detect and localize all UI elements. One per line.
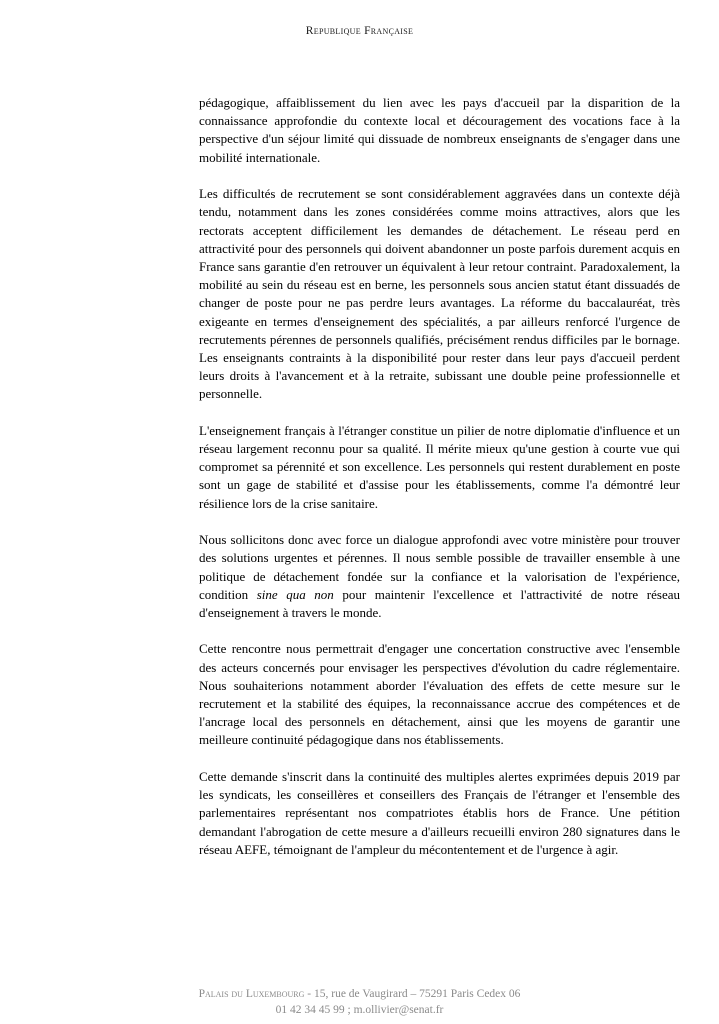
footer-place: Palais du Luxembourg xyxy=(198,988,305,1000)
footer-address: - 15, rue de Vaugirard – 75291 Paris Cedex 06 xyxy=(304,988,521,1000)
footer-address-line xyxy=(0,986,719,1002)
page-header xyxy=(0,25,719,37)
paragraph-4-end: pour maintenir l'excellence et l'attractivité de notre réseau d'enseignement à travers le monde. xyxy=(199,586,680,620)
paragraph-6: Cette demande s'inscrit dans la continuité des multiples alertes exprimées depuis 2019 par les syndicats, les conseillères et conseillers des Français de l'étranger et l'ensemble des parlementaires représentant nos compatriotes établis hors de France. Une pétition demandant l'abrogation de cette mesure a d'ailleurs recueilli environ 280 signatures dans le réseau AEFE, témoignant de l'ampleur du mécontentement et de l'urgence à agir. xyxy=(199,768,680,857)
page-footer xyxy=(0,986,719,1018)
header-title: Republique Française xyxy=(305,25,414,37)
paragraph-3: L'enseignement français à l'étranger constitue un pilier de notre diplomatie d'influence et un réseau largement reconnu pour sa qualité. Il mérite mieux qu'une gestion à courte vue qui compromet sa pérennité et son excellence. Les personnels qui restent durablement en poste sont un gage de stabilité et d'assise pour les établissements, comme l'a démontré leur résilience lors de la crise sanitaire. xyxy=(199,422,680,511)
paragraph-5: Cette rencontre nous permettrait d'engager une concertation constructive avec l'ensemble des acteurs concernés pour envisager les perspectives d'évolution du cadre réglementaire. Nous souhaiterions notamment aborder l'évaluation des effets de cette mesure sur le recrutement et la stabilité des équipes, la reconnaissance accrue des compétences et de l'ancrage local des personnels en détachement, ainsi que les moyens de garantir une meilleure continuité pédagogique dans nos établissements. xyxy=(199,641,680,748)
paragraph-4-start: Nous sollicitons donc avec force un dialogue approfondi avec votre ministère pour trouver des solutions urgentes et pérennes. Il nous semble possible de travailler ensemble à une politique de détachement fondée sur la confiance et la valorisation de l'expérience, condition xyxy=(199,532,680,602)
paragraph-1: pédagogique, affaiblissement du lien avec les pays d'accueil par la disparition de la connaissance approfondie du contexte local et découragement des vocations face à la perspective d'un séjour limité qui dissuade de nombreux enseignants de s'engager dans une mobilité internationale. xyxy=(199,95,680,165)
footer-contact: 01 42 34 45 99 ; m.ollivier@senat.fr xyxy=(275,1004,444,1016)
paragraph-4-emphasis: sine qua non xyxy=(256,586,334,602)
paragraph-4 xyxy=(199,531,680,622)
letter-body xyxy=(199,94,680,877)
paragraph-2: Les difficultés de recrutement se sont considérablement aggravées dans un contexte déjà tendu, notamment dans les zones considérées comme moins attractives, alors que les rectorats acceptent difficilement les demandes de détachement. Le réseau perd en attractivité pour des personnels qui doivent abandonner un poste parfois durement acquis en France sans garantie d'en retrouver un équivalent à leur retour contraint. Paradoxalement, la mobilité au sein du réseau est en berne, les personnels sous ancien statut étant dissuadés de changer de poste pour ne pas perdre leurs avantages. La réforme du baccalauréat, très exigeante en termes d'enseignement des spécialités, a par ailleurs renforcé l'urgence de recrutements pérennes de personnels qualifiés, précisément rendus difficiles par le bornage. Les enseignants contraints à la disponibilité pour rester dans leur pays d'accueil perdent leurs droits à l'avancement et à la retraite, subissant une double peine professionnelle et personnelle. xyxy=(199,186,680,402)
